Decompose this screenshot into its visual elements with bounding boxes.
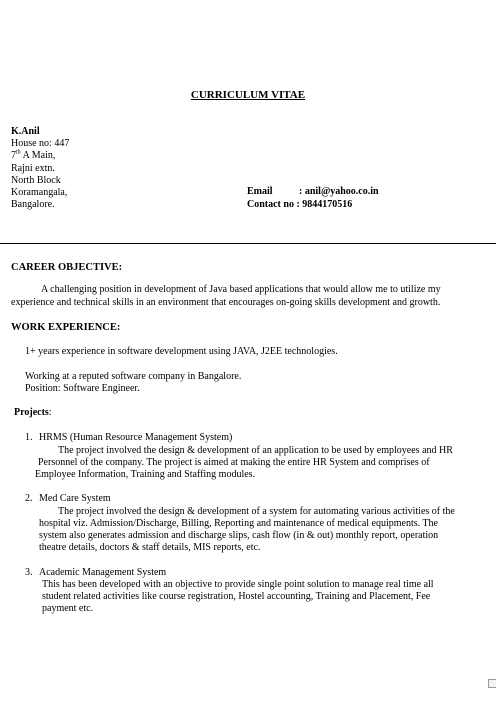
work-line2: Working at a reputed software company in Bangalore.: [25, 371, 242, 382]
projects-heading: Projects:: [14, 407, 52, 418]
project-2-line: theatre details, doctors & staff details, MIS reports, etc.: [39, 542, 261, 553]
project-2-line: system also generates admission and discharge slips, cash flow (in & out) monthly report, operation: [39, 530, 439, 541]
address-line4: North Block: [11, 174, 61, 186]
project-3-line: This has been developed with an objective to provide single point solution to manage real time all: [42, 579, 434, 590]
corner-checkbox[interactable]: [488, 679, 496, 688]
address-house: House no: 447: [11, 138, 70, 150]
candidate-name: K.Anil: [11, 126, 40, 137]
project-3-number: 3.: [25, 567, 33, 578]
email-row: [247, 186, 379, 199]
career-line2: experience and technical skills in an environment that encourages on-going skills development and growth.: [11, 297, 441, 308]
phone-value: 9844170516: [302, 198, 353, 210]
project-2-title: Med Care System: [39, 493, 111, 504]
work-line3: Position: Software Engineer.: [25, 383, 140, 394]
project-1-number: 1.: [25, 432, 33, 443]
project-2-title-row: [25, 493, 111, 506]
project-1-title: HRMS (Human Resource Management System): [39, 432, 233, 443]
project-1-line: The project involved the design & development of an application to be used by employees and HR: [58, 445, 453, 456]
project-3-title-row: [25, 567, 166, 580]
project-2-line: hospital viz. Admission/Discharge, Billing, Reporting and maintenance of medical equipments. The: [39, 518, 438, 529]
career-heading: CAREER OBJECTIVE:: [11, 262, 123, 273]
work-line1: 1+ years experience in software development using JAVA, J2EE technologies.: [25, 346, 338, 357]
career-line1: A challenging position in development of Java based applications that would allow me to utilize my: [41, 284, 441, 295]
email-label: Email: [247, 186, 273, 197]
address-block: [11, 126, 69, 211]
header-divider: [0, 243, 496, 244]
project-1-line: Personnel of the company. The project is aimed at making the entire HR System and comprises of: [38, 457, 430, 468]
phone-row: [247, 199, 379, 212]
email-value: : anil@yahoo.co.in: [299, 186, 379, 197]
phone-label: Contact no :: [247, 198, 300, 210]
address-line3: Rajni extn.: [11, 162, 55, 174]
project-2-line: The project involved the design & development of a system for automating various activities of the: [58, 506, 455, 517]
document-title: CURRICULUM VITAE: [190, 89, 306, 101]
contact-block: [247, 186, 379, 211]
address-street: 7th A Main,: [11, 150, 56, 162]
project-1-title-row: [25, 432, 232, 445]
project-3-line: payment etc.: [42, 603, 94, 614]
address-line6: Bangalore.: [11, 199, 55, 211]
address-line5: Koramangala,: [11, 186, 68, 198]
project-3-line: student related activities like course registration, Hostel accounting, Training and Placement, Fee: [42, 591, 431, 602]
project-1-line: Employee Information, Training and Staffing modules.: [35, 469, 256, 480]
project-3-title: Academic Management System: [39, 567, 167, 578]
work-heading: WORK EXPERIENCE:: [11, 322, 121, 333]
project-2-number: 2.: [25, 493, 33, 504]
